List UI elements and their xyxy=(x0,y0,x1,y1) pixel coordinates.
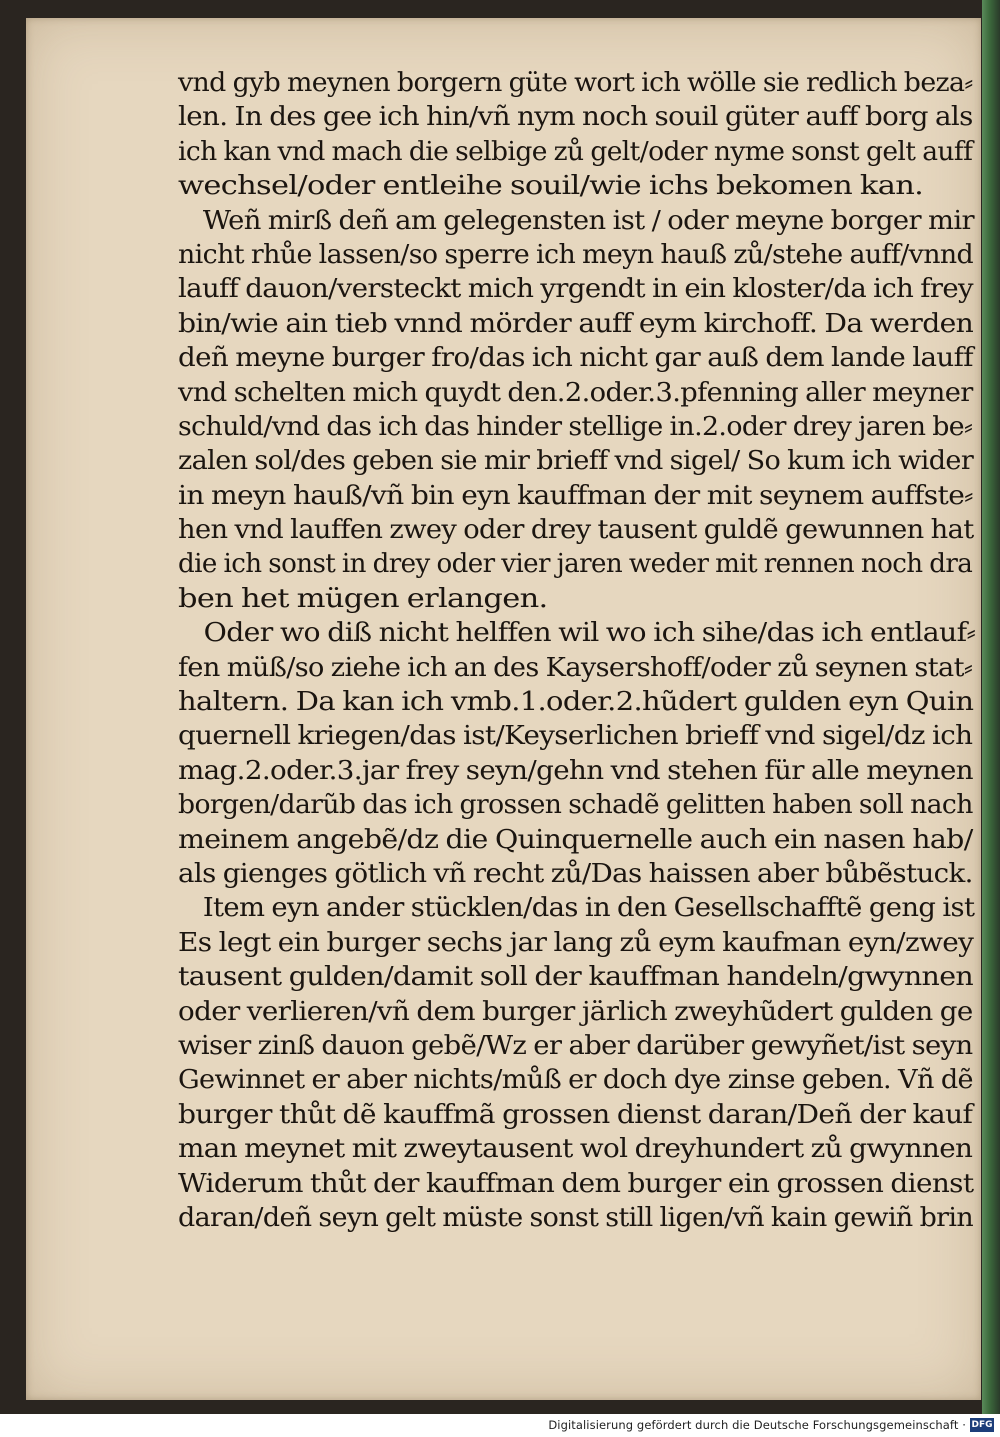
text-line: vnd schelten mich quydt den.2.oder.3.pfenning aller meyner xyxy=(178,376,973,408)
text-line: deñ meyne burger fro/das ich nicht gar auß dem lande lauff xyxy=(178,342,973,374)
text-line: bin/wie ain tieb vnnd mörder auff eym kirchoff. Da werden xyxy=(178,307,974,339)
text-line: ben het mügen erlangen. xyxy=(178,582,548,614)
text-line: mag.2.oder.3.jar frey seyn/gehn vnd stehen für alle meynen xyxy=(178,754,973,786)
text-line: Widerum thůt der kauffman dem burger ein grossen dienst xyxy=(178,1167,974,1199)
text-line: in meyn hauß/vñ bin eyn kauffman der mit seynem auffste⸗ xyxy=(178,479,973,511)
text-line: Item eyn ander stücklen/das in den Gesellschafftẽ geng ist xyxy=(202,892,975,924)
funding-credit: Digitalisierung gefördert durch die Deutsche Forschungsgemeinschaft · xyxy=(548,1418,966,1432)
text-line: len. In des gee ich hin/vñ nym noch souil güter auff borg als xyxy=(178,101,973,133)
text-line: vnd gyb meynen borgern güte wort ich wölle sie redlich beza⸗ xyxy=(178,67,973,98)
text-line: haltern. Da kan ich vmb.1.oder.2.hũdert gulden eyn Quin xyxy=(178,686,974,718)
text-line: wechsel/oder entleihe souil/wie ichs bekomen kan. xyxy=(178,170,924,202)
text-line: zalen sol/des geben sie mir brieff vnd sigel/ So kum ich wider xyxy=(178,445,974,477)
text-line: oder verlieren/vñ dem burger järlich zweyhũdert gulden ge xyxy=(178,995,973,1027)
text-line: meinem angebẽ/dz die Quinquernelle auch ein nasen hab/ xyxy=(178,823,973,855)
text-line: die ich sonst in drey oder vier jaren weder mit rennen noch dra xyxy=(178,548,973,580)
text-line: man meynet mit zweytausent wol dreyhundert zů gwynnen xyxy=(178,1133,973,1165)
text-line: Oder wo diß nicht helffen wil wo ich sihe/das ich entlauf⸗ xyxy=(203,617,976,649)
text-line: wiser zinß dauon gebẽ/Wz er aber darüber gewyñet/ist seyn xyxy=(178,1029,973,1061)
text-line: borgen/darũb das ich grossen schadẽ gelitten haben soll nach xyxy=(178,789,973,821)
text-line: nicht rhůe lassen/so sperre ich meyn hauß zů/stehe auff/vnnd xyxy=(178,238,974,270)
footer-bar xyxy=(0,1414,1000,1437)
text-line: burger thůt dẽ kauffmã grossen dienst daran/Deñ der kauf xyxy=(178,1098,973,1130)
text-line: hen vnd lauffen zwey oder drey tausent guldẽ gewunnen hat xyxy=(178,514,974,546)
text-line: Weñ mirß deñ am gelegensten ist / oder meyne borger mir xyxy=(202,204,975,236)
text-line: lauff dauon/versteckt mich yrgendt in ein kloster/da ich frey xyxy=(178,273,973,305)
text-line: Gewinnet er aber nichts/můß er doch dye zinse geben. Vñ dẽ xyxy=(178,1064,973,1096)
text-line: quernell kriegen/das ist/Keyserlichen brieff vnd sigel/dz ich xyxy=(178,720,973,752)
text-line: als gienges götlich vñ recht zů/Das haissen aber bůbẽstuck. xyxy=(178,857,973,889)
text-line: tausent gulden/damit soll der kauffman handeln/gwynnen xyxy=(178,961,974,993)
text-line: ich kan vnd mach die selbige zů gelt/oder nyme sonst gelt auff xyxy=(178,135,973,167)
text-line: Es legt ein burger sechs jar lang zů eym kaufman eyn/zwey xyxy=(178,926,974,958)
text-line: schuld/vnd das ich das hinder stellige in.2.oder drey jaren be⸗ xyxy=(178,410,973,442)
text-line: daran/deñ seyn gelt müste sonst still ligen/vñ kain gewiñ brin xyxy=(178,1201,974,1233)
dfg-logo: DFG xyxy=(971,1420,993,1430)
page-text xyxy=(178,66,978,1235)
text-line: fen müß/so ziehe ich an des Kaysershoff/oder zů seynen stat⸗ xyxy=(178,651,973,683)
